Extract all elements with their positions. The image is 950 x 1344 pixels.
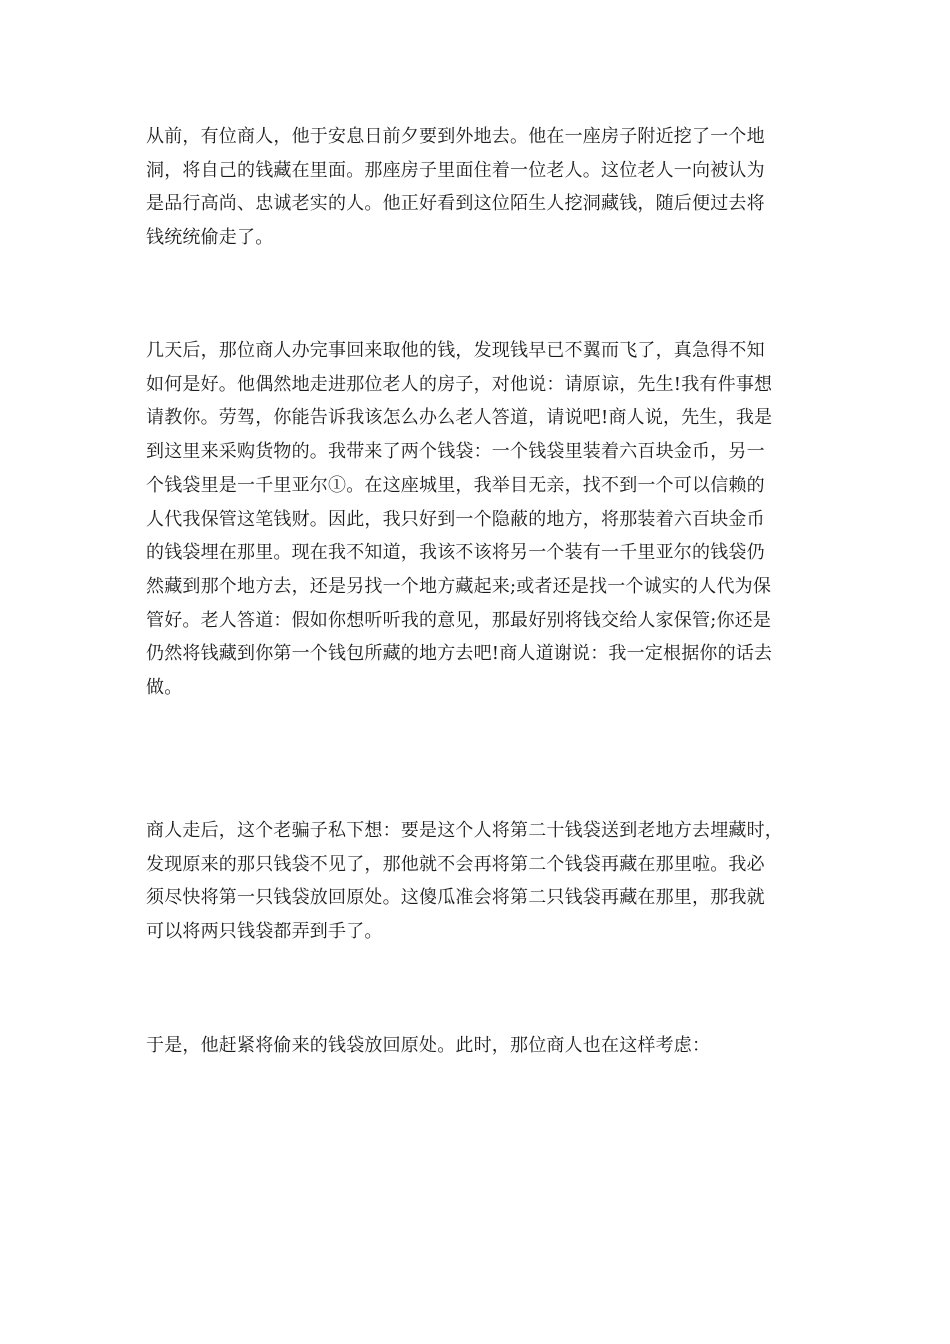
paragraph-3 [146,814,818,949]
text-line: 管好。老人答道：假如你想听听我的意见，那最好别将钱交给人家保管;你还是 [146,609,772,631]
text-line: 商人走后，这个老骗子私下想：要是这个人将第二十钱袋送到老地方去埋藏时， [146,820,783,841]
text-line: 是品行高尚、忠诚老实的人。他正好看到这位陌生人挖洞藏钱，随后便过去将 [146,193,765,215]
text-line: 请教你。劳驾，你能告诉我该怎么办么老人答道，请说吧!商人说，先生，我是 [146,407,773,429]
text-line: 如何是好。他偶然地走进那位老人的房子，对他说：请原谅，先生!我有件事想 [146,373,773,395]
text-line: 洞，将自己的钱藏在里面。那座房子里面住着一位老人。这位老人一向被认为 [146,159,765,181]
paragraph-4 [146,1029,818,1063]
text-line: 钱统统偷走了。 [146,227,274,249]
paragraph-1 [146,120,818,255]
text-line: 须尽快将第一只钱袋放回原处。这傻瓜准会将第二只钱袋再藏在那里，那我就 [146,887,765,909]
text-line: 个钱袋里是一千里亚尔①。在这座城里，我举目无亲，找不到一个可以信赖的 [146,474,765,496]
text-line: 然藏到那个地方去，还是另找一个地方藏起来;或者还是找一个诚实的人代为保 [146,575,772,597]
text-line: 发现原来的那只钱袋不见了，那他就不会再将第二个钱袋再藏在那里啦。我必 [146,853,765,875]
text-line: 几天后，那位商人办完事回来取他的钱，发现钱早已不翼而飞了，真急得不知 [146,340,765,361]
text-line: 可以将两只钱袋都弄到手了。 [146,921,383,943]
text-line: 于是，他赶紧将偷来的钱袋放回原处。此时，那位商人也在这样考虑： [146,1035,711,1056]
text-line: 的钱袋埋在那里。现在我不知道，我该不该将另一个装有一千里亚尔的钱袋仍 [146,542,765,564]
text-line: 人代我保管这笔钱财。因此，我只好到一个隐蔽的地方，将那装着六百块金币 [146,508,765,530]
text-line: 到这里来采购货物的。我带来了两个钱袋：一个钱袋里装着六百块金币，另一 [146,441,765,463]
text-line: 仍然将钱藏到你第一个钱包所藏的地方去吧!商人道谢说：我一定根据你的话去 [146,643,773,665]
text-line: 做。 [146,677,183,699]
text-line: 从前，有位商人，他于安息日前夕要到外地去。他在一座房子附近挖了一个地 [146,126,765,147]
paragraph-2 [146,334,818,705]
